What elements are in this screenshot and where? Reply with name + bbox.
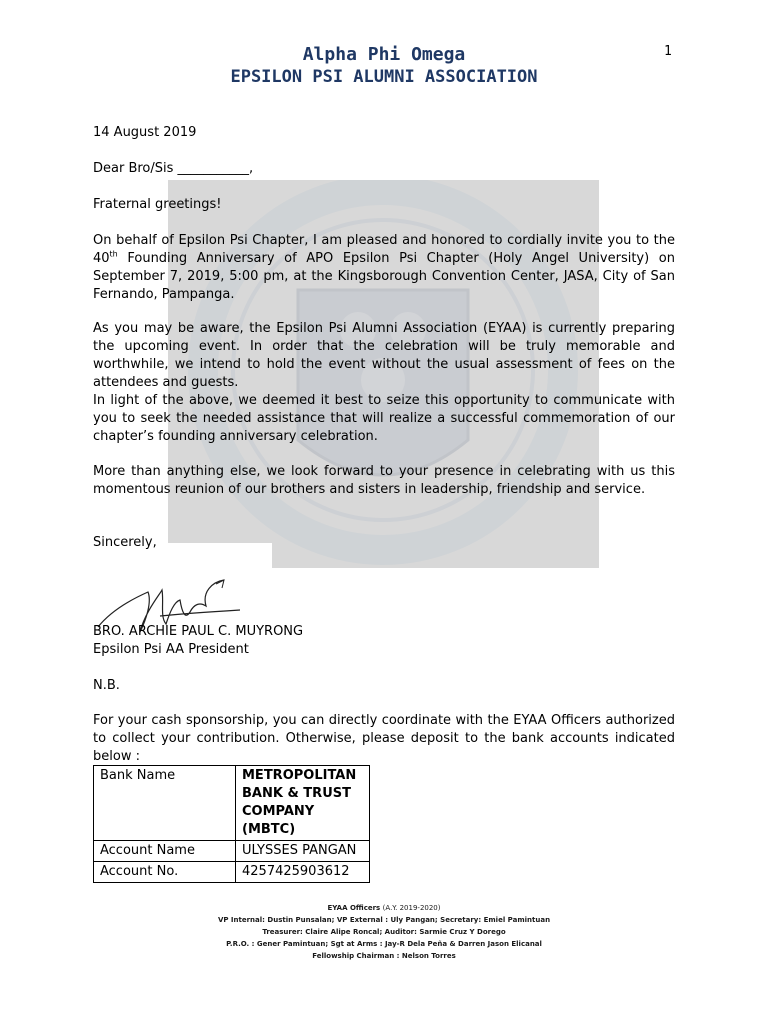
signer-name: BRO. ARCHIE PAUL C. MUYRONG [93, 624, 304, 639]
bank-details-table [93, 765, 370, 883]
page-number: 1 [664, 44, 672, 59]
ordinal-suffix: th [109, 249, 118, 259]
table-row [94, 841, 370, 862]
org-name: Alpha Phi Omega [302, 44, 466, 65]
signer-title: Epsilon Psi AA President [93, 642, 249, 657]
footer-line: Fellowship Chairman : Nelson Torres [312, 952, 456, 960]
account-number-value: 4257425903612 [236, 862, 370, 883]
nb-label: N.B. [93, 678, 120, 693]
paragraph-invitation [93, 232, 675, 304]
footer-title-line [0, 902, 768, 914]
footer-line: Treasurer: Claire Alipe Roncal; Auditor: Sarmie Cruz Y Dorego [262, 928, 506, 936]
bank-name-label: Bank Name [94, 766, 236, 841]
closing: Sincerely, [93, 535, 157, 550]
account-name-value: ULYSSES PANGAN [236, 841, 370, 862]
paragraph-request: In light of the above, we deemed it best to seize this opportunity to communicate with you to seek the needed assistance that will realize a successful commemoration of our chapter’s founding anniversary celebration. [93, 393, 675, 444]
letterhead [0, 44, 768, 88]
table-row [94, 862, 370, 883]
table-row [94, 766, 370, 841]
sponsorship-note: For your cash sponsorship, you can directly coordinate with the EYAA Officers authorized to collect your contribution. Otherwise, please deposit to the bank accounts indicated below : [93, 713, 675, 764]
officers-footer [0, 902, 768, 962]
paragraph-invitation-a: On behalf of Epsilon Psi Chapter, I am pleased and honored to cordially invite you to the 40 [93, 233, 675, 266]
bank-name-value: METROPOLITAN BANK & TRUST COMPANY (MBTC) [236, 766, 370, 841]
paragraph-preparation: As you may be aware, the Epsilon Psi Alumni Association (EYAA) is currently preparing the upcoming event. In order that the celebration will be truly memorable and worthwhile, we intend to hold the event without the usual assessment of fees on the attendees and guests. [93, 321, 675, 390]
footer-line: VP Internal: Dustin Punsalan; VP External : Uly Pangan; Secretary: Emiel Pamintuan [217, 916, 551, 924]
association-name: EPSILON PSI ALUMNI ASSOCIATION [230, 67, 538, 87]
paragraph-invitation-b: Founding Anniversary of APO Epsilon Psi Chapter (Holy Angel University) on September 7, 2019, 5:00 pm, at the Kingsborough Convention Center, JASA, City of San Fernando, Pampanga. [93, 251, 675, 302]
greeting: Fraternal greetings! [93, 197, 222, 212]
letter-date: 14 August 2019 [93, 125, 197, 140]
paragraph-closing-wish: More than anything else, we look forward to your presence in celebrating with us this momentous reunion of our brothers and sisters in leadership, friendship and service. [93, 464, 675, 497]
salutation: Dear Bro/Sis ___________, [93, 161, 254, 176]
account-number-label: Account No. [94, 862, 236, 883]
footer-year: (A.Y. 2019-2020) [382, 904, 441, 912]
account-name-label: Account Name [94, 841, 236, 862]
signature-backdrop [166, 543, 272, 570]
footer-title: EYAA Officers [327, 904, 381, 912]
footer-line: P.R.O. : Gener Pamintuan; Sgt at Arms : Jay-R Dela Peña & Darren Jason Elicanal [226, 940, 542, 948]
